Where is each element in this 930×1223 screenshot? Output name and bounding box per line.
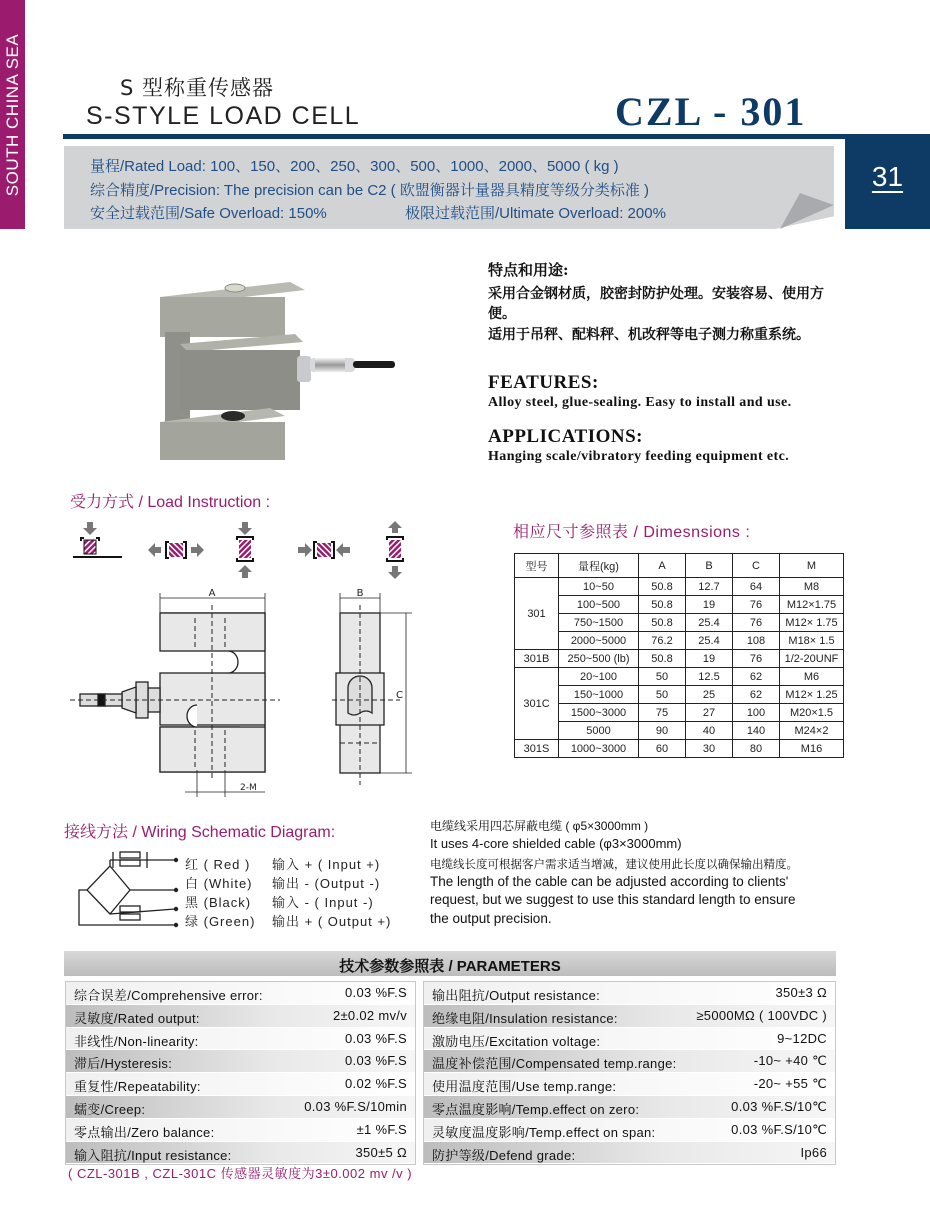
col-header: C <box>733 554 780 578</box>
table-row <box>515 650 844 668</box>
table-row <box>515 596 844 614</box>
brand-strip <box>0 0 25 229</box>
cell: 5000 <box>559 722 639 740</box>
param-row <box>66 1028 415 1051</box>
compression-on-base-icon <box>73 522 122 557</box>
features-cn-heading: 特点和用途: <box>488 261 569 279</box>
col-header: A <box>639 554 686 578</box>
param-value: 0.03 %F.S <box>345 985 407 1000</box>
cell: 50.8 <box>639 650 686 668</box>
compression-vertical-icon <box>237 522 253 578</box>
parameters-left-column <box>65 981 416 1165</box>
model-cell: 301S <box>515 740 559 758</box>
cell: 12.7 <box>686 578 733 596</box>
dimension-label-a: A <box>208 588 216 599</box>
dimensions-table <box>514 553 844 758</box>
applications-heading: APPLICATIONS: <box>488 426 643 447</box>
cell: 40 <box>686 722 733 740</box>
cell: 50 <box>639 686 686 704</box>
dimensions-heading: 相应尺寸参照表 / Dimesnsions : <box>513 524 751 541</box>
col-header: M <box>780 554 844 578</box>
cell: 750~1500 <box>559 614 639 632</box>
param-row <box>66 1050 415 1073</box>
spec-precision: 综合精度/Precision: The precision can be C2 ( 欧盟衡器计量器具精度等级分类标准 ) <box>90 182 650 199</box>
param-value: 0.03 %F.S/10min <box>304 1098 407 1114</box>
features-text: Alloy steel, glue-sealing. Easy to install and use. <box>488 395 792 410</box>
cell: 100 <box>733 704 780 722</box>
param-label: 灵敏度温度影响/Temp.effect on span: <box>432 1124 656 1140</box>
title-cn: S 型称重传感器 <box>120 76 275 100</box>
cable-cn-1: 电缆线采用四芯屏蔽电缆 ( φ5×3000mm ) <box>430 819 649 833</box>
technical-drawing <box>70 585 420 805</box>
param-row <box>424 1096 835 1119</box>
wire-black-color: 黑 (Black) <box>185 895 252 910</box>
param-row <box>424 1050 835 1073</box>
parameters-header <box>64 951 836 976</box>
param-value: 350±5 Ω <box>355 1144 407 1160</box>
param-label: 滞后/Hysteresis: <box>74 1056 173 1072</box>
wire-black-function: 输入 - ( Input -) <box>272 895 374 910</box>
table-row <box>515 578 844 596</box>
param-label: 零点温度影响/Temp.effect on zero: <box>432 1101 640 1117</box>
cell: 27 <box>686 704 733 722</box>
param-value: ≥5000MΩ ( 100VDC ) <box>696 1007 827 1023</box>
param-label: 激励电压/Excitation voltage: <box>432 1033 601 1049</box>
param-value: 0.03 %F.S/10℃ <box>731 1121 827 1137</box>
param-value: 0.02 %F.S <box>345 1076 407 1092</box>
table-row <box>515 686 844 704</box>
model-cell: 301B <box>515 650 559 668</box>
cell: 50 <box>639 668 686 686</box>
spec-ultimate-overload: 极限过载范围/Ultimate Overload: 200% <box>405 205 666 222</box>
page-number-box <box>845 137 930 229</box>
wire-green-color: 绿 (Green) <box>185 914 256 929</box>
cell: 1500~3000 <box>559 704 639 722</box>
cell: M8 <box>780 578 844 596</box>
cell: 25.4 <box>686 614 733 632</box>
cable-en-1: It uses 4-core shielded cable (φ3×3000mm) <box>430 836 682 851</box>
wire-red-color: 红 ( Red ) <box>185 857 251 872</box>
compression-horizontal-icon <box>298 542 350 558</box>
wiring-heading: 接线方法 / Wiring Schematic Diagram: <box>64 824 336 841</box>
cell: M12× 1.25 <box>780 686 844 704</box>
cell: 100~500 <box>559 596 639 614</box>
cell: 150~1000 <box>559 686 639 704</box>
param-row <box>66 1119 415 1142</box>
cell: 76 <box>733 650 780 668</box>
wire-green-function: 输出 + ( Output +) <box>272 914 392 929</box>
cell: 1/2-20UNF <box>780 650 844 668</box>
cell: 76 <box>733 596 780 614</box>
cell: M12×1.75 <box>780 596 844 614</box>
cell: 90 <box>639 722 686 740</box>
param-value: 2±0.02 mv/v <box>332 1007 407 1023</box>
cell: M16 <box>780 740 844 758</box>
table-row <box>515 632 844 650</box>
model-cell: 301C <box>515 668 559 740</box>
param-value: -10~ +40 ℃ <box>753 1053 827 1069</box>
dimension-label-c: C <box>396 690 403 701</box>
col-header: B <box>686 554 733 578</box>
model-title: CZL - 301 <box>615 89 807 134</box>
features-cn-line2: 适用于吊秤、配料秤、机改秤等电子测力称重系统。 <box>488 327 810 343</box>
cell: 25 <box>686 686 733 704</box>
cell: 60 <box>639 740 686 758</box>
product-photo <box>155 272 405 462</box>
table-row <box>515 740 844 758</box>
param-label: 重复性/Repeatability: <box>74 1079 201 1095</box>
param-row <box>424 982 835 1005</box>
cell: 50.8 <box>639 596 686 614</box>
table-row <box>515 668 844 686</box>
cable-cn-2: 电缆线长度可根据客户需求适当增减，建议使用此长度以确保输出精度。 <box>430 859 798 871</box>
parameters-heading: 技术参数参照表 / PARAMETERS <box>339 958 561 975</box>
cell: 19 <box>686 596 733 614</box>
param-label: 使用温度范围/Use temp.range: <box>432 1079 617 1095</box>
cell: M18× 1.5 <box>780 632 844 650</box>
cell: M24×2 <box>780 722 844 740</box>
applications-text: Hanging scale/vibratory feeding equipment etc. <box>488 449 790 464</box>
param-value: 0.03 %F.S/10℃ <box>731 1098 827 1114</box>
cell: 76.2 <box>639 632 686 650</box>
cell: 10~50 <box>559 578 639 596</box>
cell: 1000~3000 <box>559 740 639 758</box>
title-en: S-STYLE LOAD CELL <box>86 102 361 130</box>
parameters-footnote: ( CZL-301B , CZL-301C 传感器灵敏度为3±0.002 mv /v ) <box>68 1166 413 1181</box>
model-cell: 301 <box>515 578 559 650</box>
parameters-right-column <box>423 981 836 1165</box>
header-rule <box>63 134 930 139</box>
cell: 12.5 <box>686 668 733 686</box>
dimension-label-m: 2-M <box>240 783 257 793</box>
cell: 2000~5000 <box>559 632 639 650</box>
dimensions-header-row <box>515 554 844 578</box>
param-label: 非线性/Non-linearity: <box>74 1033 199 1049</box>
param-row <box>66 1005 415 1028</box>
load-instruction-icons <box>70 520 410 582</box>
cell: 62 <box>733 668 780 686</box>
param-label: 绝缘电阻/Insulation resistance: <box>432 1010 618 1026</box>
wire-white-function: 输出 - (Output -) <box>272 876 381 891</box>
page-curl-icon <box>770 175 840 230</box>
features-heading: FEATURES: <box>488 372 599 393</box>
cell: 50.8 <box>639 578 686 596</box>
cable-en-2-line1: The length of the cable can be adjusted according to clients' <box>430 874 789 889</box>
param-row <box>424 1005 835 1028</box>
cell: 30 <box>686 740 733 758</box>
cell: M12× 1.75 <box>780 614 844 632</box>
spec-safe-overload: 安全过载范围/Safe Overload: 150% <box>90 205 327 222</box>
wire-red-function: 输入 + ( Input +) <box>272 857 381 872</box>
cell: 75 <box>639 704 686 722</box>
param-row <box>66 1073 415 1096</box>
cell: 50.8 <box>639 614 686 632</box>
tension-vertical-icon <box>387 521 403 579</box>
param-value: ±1 %F.S <box>356 1121 407 1137</box>
cell: 80 <box>733 740 780 758</box>
cell: M20×1.5 <box>780 704 844 722</box>
brand-strip-text: SOUTH CHINA SEA <box>2 33 22 196</box>
cell: 19 <box>686 650 733 668</box>
param-value: 0.03 %F.S <box>345 1053 407 1069</box>
param-value: 9~12DC <box>777 1030 827 1046</box>
param-label: 输出阻抗/Output resistance: <box>432 988 601 1003</box>
cable-en-2-line3: the output precision. <box>430 911 552 926</box>
param-row <box>424 1028 835 1051</box>
spec-rated-load: 量程/Rated Load: 100、150、200、250、300、500、1000、2000、5000 ( kg ) <box>90 158 619 175</box>
cell: 250~500 (lb) <box>559 650 639 668</box>
param-row <box>424 1119 835 1142</box>
param-value: 350±3 Ω <box>775 985 827 1000</box>
dimension-label-b: B <box>356 588 364 599</box>
table-row <box>515 704 844 722</box>
page-number: 31 <box>871 161 904 192</box>
param-row <box>424 1142 835 1165</box>
cell: 62 <box>733 686 780 704</box>
param-value: Ip66 <box>800 1144 827 1160</box>
param-value: 0.03 %F.S <box>345 1030 407 1046</box>
param-label: 温度补偿范围/Compensated temp.range: <box>432 1056 677 1072</box>
cell: 76 <box>733 614 780 632</box>
tension-horizontal-icon <box>148 542 204 558</box>
cell: 108 <box>733 632 780 650</box>
param-label: 灵敏度/Rated output: <box>74 1010 200 1026</box>
cell: 20~100 <box>559 668 639 686</box>
param-row <box>66 1096 415 1119</box>
features-cn-line1: 采用合金钢材质，胶密封防护处理。安装容易、使用方便。 <box>488 286 824 322</box>
param-label: 零点输出/Zero balance: <box>74 1124 215 1140</box>
cell: M6 <box>780 668 844 686</box>
table-row <box>515 614 844 632</box>
cell: 25.4 <box>686 632 733 650</box>
param-row <box>66 1142 415 1165</box>
param-value: -20~ +55 ℃ <box>753 1076 827 1092</box>
cable-en-2-line2: request, but we suggest to use this standard length to ensure <box>430 892 796 907</box>
param-label: 综合误差/Comprehensive error: <box>74 988 263 1003</box>
param-row <box>66 982 415 1005</box>
load-instruction-heading: 受力方式 / Load Instruction : <box>70 494 271 511</box>
cell: 140 <box>733 722 780 740</box>
cell: 64 <box>733 578 780 596</box>
param-row <box>424 1073 835 1096</box>
param-label: 蠕变/Creep: <box>74 1101 146 1117</box>
param-label: 防护等级/Defend grade: <box>432 1147 576 1163</box>
table-row <box>515 722 844 740</box>
wire-white-color: 白 (White) <box>185 876 253 891</box>
wiring-bridge-diagram <box>75 848 185 930</box>
param-label: 输入阻抗/Input resistance: <box>74 1147 232 1163</box>
col-header: 型号 <box>515 554 559 578</box>
col-header: 量程(kg) <box>559 554 639 578</box>
